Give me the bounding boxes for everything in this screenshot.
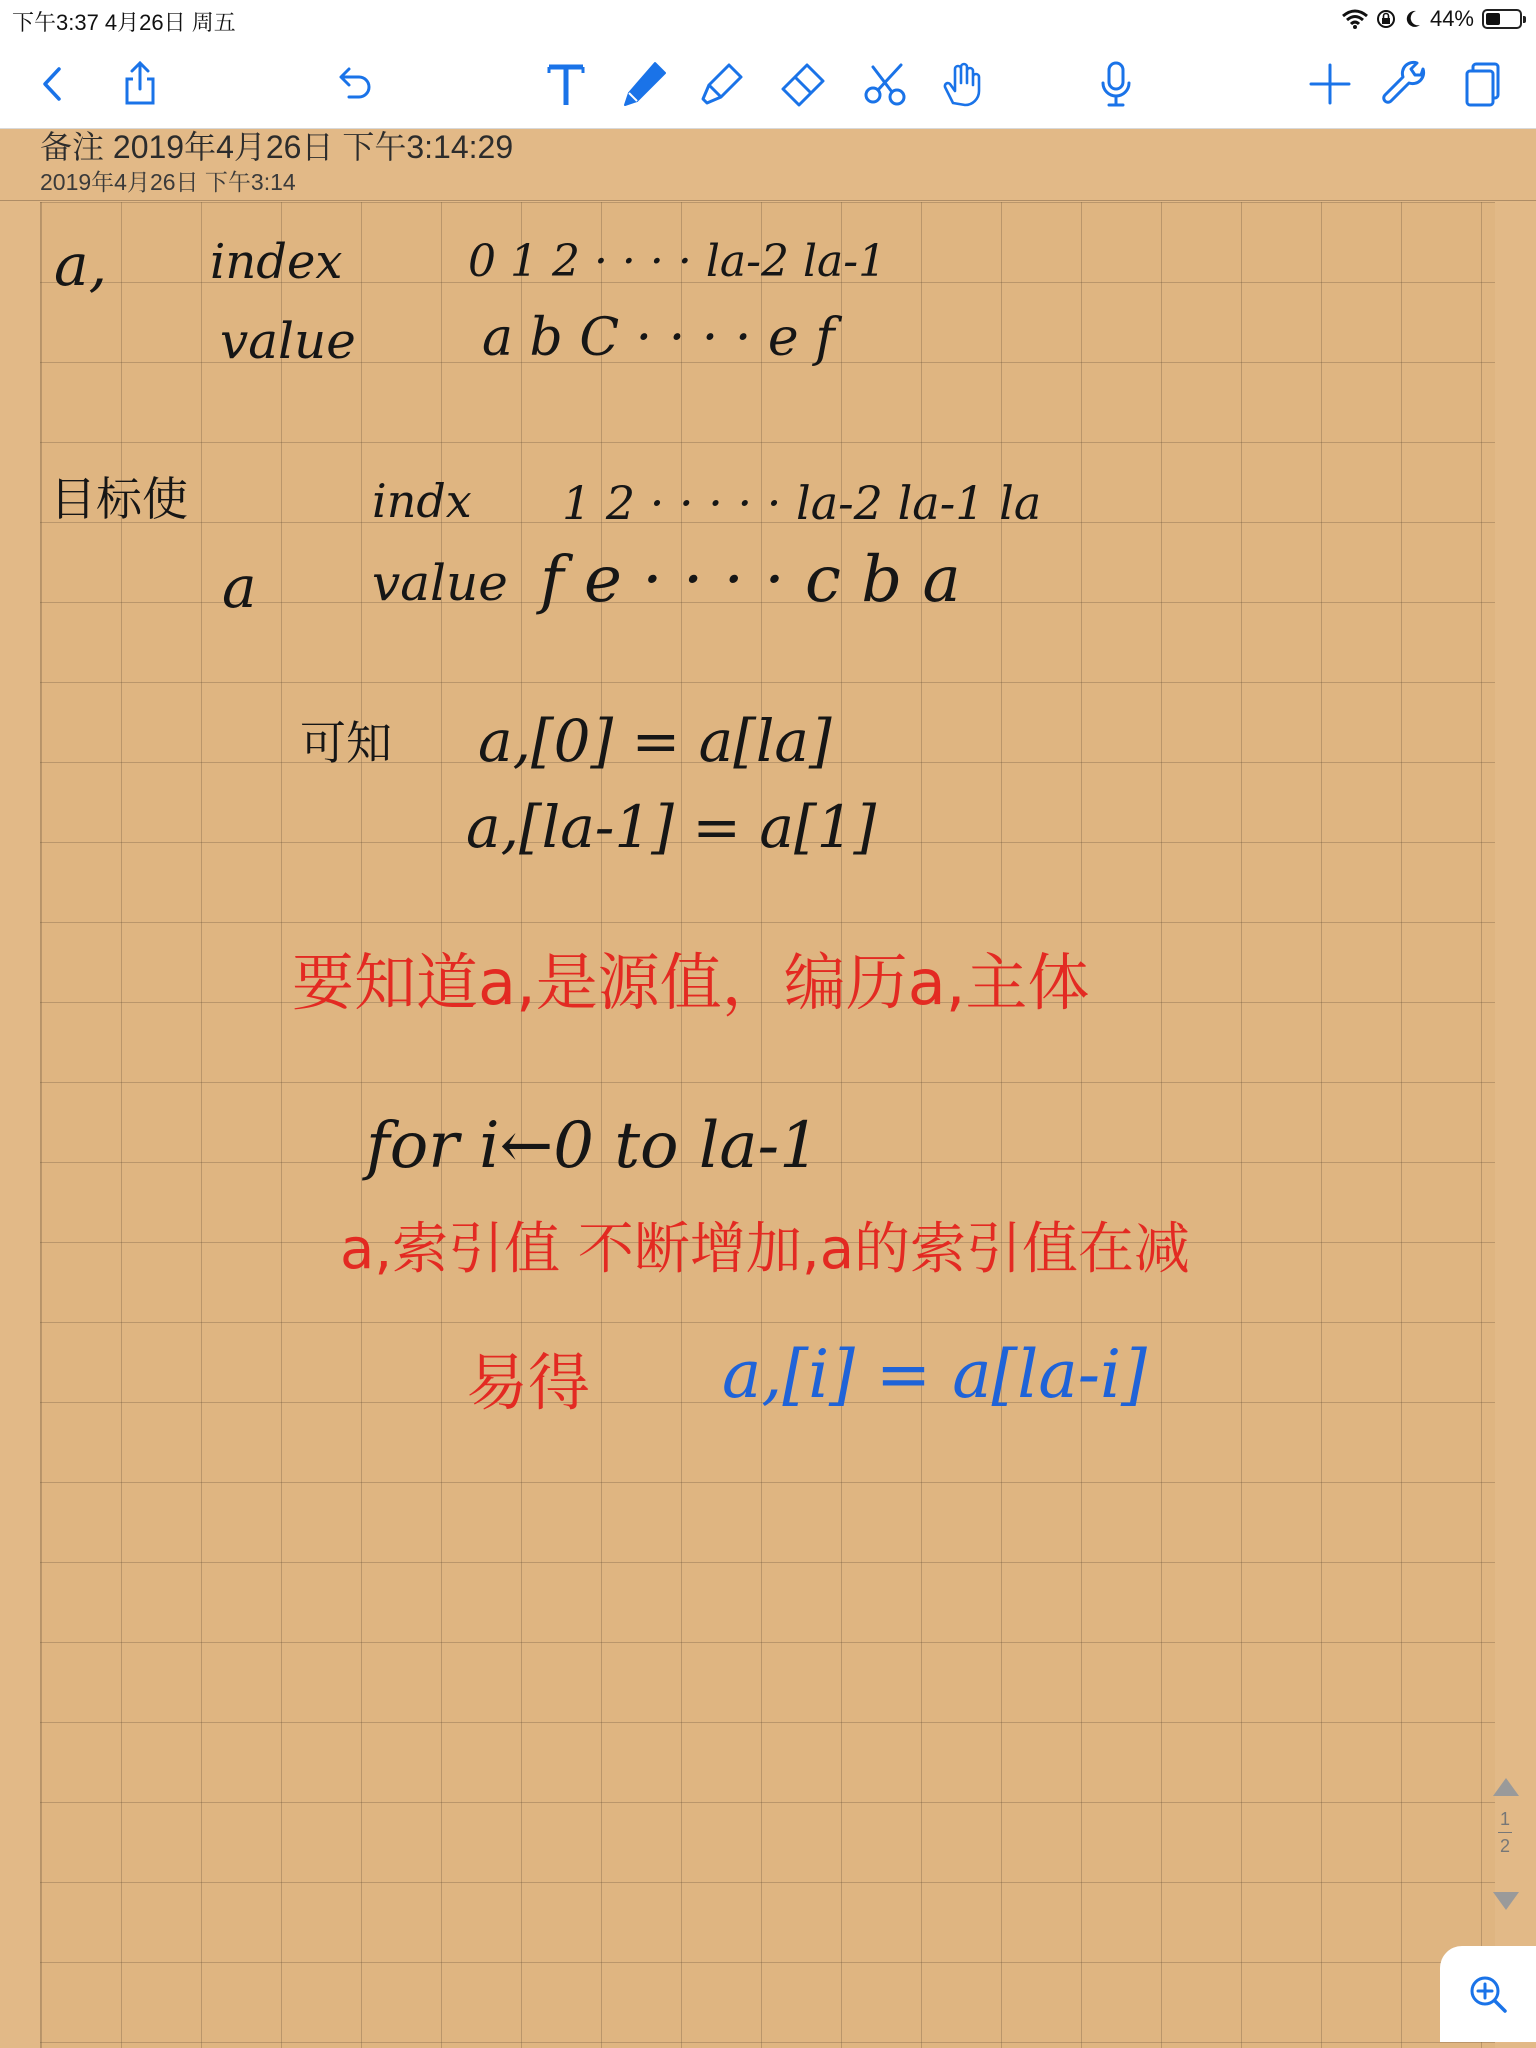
status-right [1342, 6, 1522, 32]
toolbar [0, 40, 1536, 129]
hw-red-note2: a,索引值 不断增加,a的索引值在减 [340, 1217, 1191, 1282]
highlighter-button[interactable] [690, 52, 754, 116]
hw-result-eq: a,[i] = a[la-i] [722, 1336, 1147, 1413]
add-icon [1305, 59, 1355, 109]
zoom-button[interactable] [1440, 1946, 1536, 2042]
eraser-icon [777, 59, 827, 109]
pages-button[interactable] [1450, 52, 1514, 116]
undo-button[interactable] [322, 52, 386, 116]
wrench-icon [1381, 59, 1431, 109]
page-indicator [1490, 1806, 1520, 1859]
share-button[interactable] [108, 52, 172, 116]
note-title: 备注 2019年4月26日 下午3:14:29 [40, 129, 514, 165]
status-bar [0, 0, 1536, 40]
hw-row1-values: a b C · · · · e f [482, 308, 835, 368]
status-time-date: 下午3:37 4月26日 周五 [12, 10, 236, 35]
hw-known-prefix: 可知 [300, 716, 392, 770]
pen-tool-icon [619, 59, 669, 109]
highlighter-icon [697, 59, 747, 109]
page-navigator[interactable] [1490, 1778, 1520, 1918]
microphone-button[interactable] [1084, 52, 1148, 116]
battery-icon [1482, 9, 1522, 29]
hw-target-label: 目标使 [50, 472, 188, 526]
hw-for-line: for i←0 to la-1 [366, 1109, 820, 1183]
page-top-divider [0, 200, 1536, 201]
add-button[interactable] [1298, 52, 1362, 116]
eraser-button[interactable] [770, 52, 834, 116]
microphone-icon [1091, 59, 1141, 109]
hw-row2-index-label: indx [372, 474, 472, 528]
hw-row1-index-values: 0 1 2 · · · · la-2 la-1 [468, 236, 887, 287]
back-button[interactable] [22, 52, 86, 116]
hw-row2-label: a [222, 553, 257, 621]
hw-row2-values: f e · · · · c b a [540, 543, 961, 617]
hand-tool-button[interactable] [930, 52, 994, 116]
lasso-scissors-button[interactable] [854, 52, 918, 116]
undo-icon [329, 59, 379, 109]
zoom-in-icon [1467, 1973, 1509, 2015]
page-up-arrow-icon[interactable] [1493, 1778, 1519, 1796]
note-date: 2019年4月26日 下午3:14 [40, 169, 296, 195]
battery-percent: 44% [1429, 6, 1474, 31]
page-total: 2 [1499, 1836, 1510, 1856]
hw-row2-value-label: value [372, 554, 508, 612]
moon-icon [1404, 9, 1422, 29]
wifi-icon [1342, 9, 1368, 29]
share-icon [115, 59, 165, 109]
page-down-arrow-icon[interactable] [1493, 1892, 1519, 1910]
pages-icon [1457, 59, 1507, 109]
hw-easy-label: 易得 [466, 1346, 591, 1419]
hand-icon [937, 59, 987, 109]
settings-button[interactable] [1374, 52, 1438, 116]
hw-row1-value-label: value [220, 312, 356, 370]
hw-row2-index-values: 1 2 · · · · · la-2 la-1 la [562, 476, 1042, 530]
pen-tool-button[interactable] [612, 52, 676, 116]
battery-fill [1486, 13, 1500, 25]
scissors-icon [861, 59, 911, 109]
text-tool-button[interactable] [534, 52, 598, 116]
page-current: 1 [1499, 1809, 1510, 1829]
hw-row1-label: a, [54, 231, 108, 299]
text-tool-icon [541, 59, 591, 109]
rotation-lock-icon [1376, 9, 1396, 29]
hw-known-eq2: a,[la-1] = a[1] [466, 793, 877, 861]
hw-known-eq1: a,[0] = a[la] [478, 707, 832, 775]
hw-red-note1: 要知道a,是源值，编历a,主体 [292, 946, 1090, 1019]
hw-row1-index-label: index [210, 234, 343, 290]
back-icon [29, 59, 79, 109]
